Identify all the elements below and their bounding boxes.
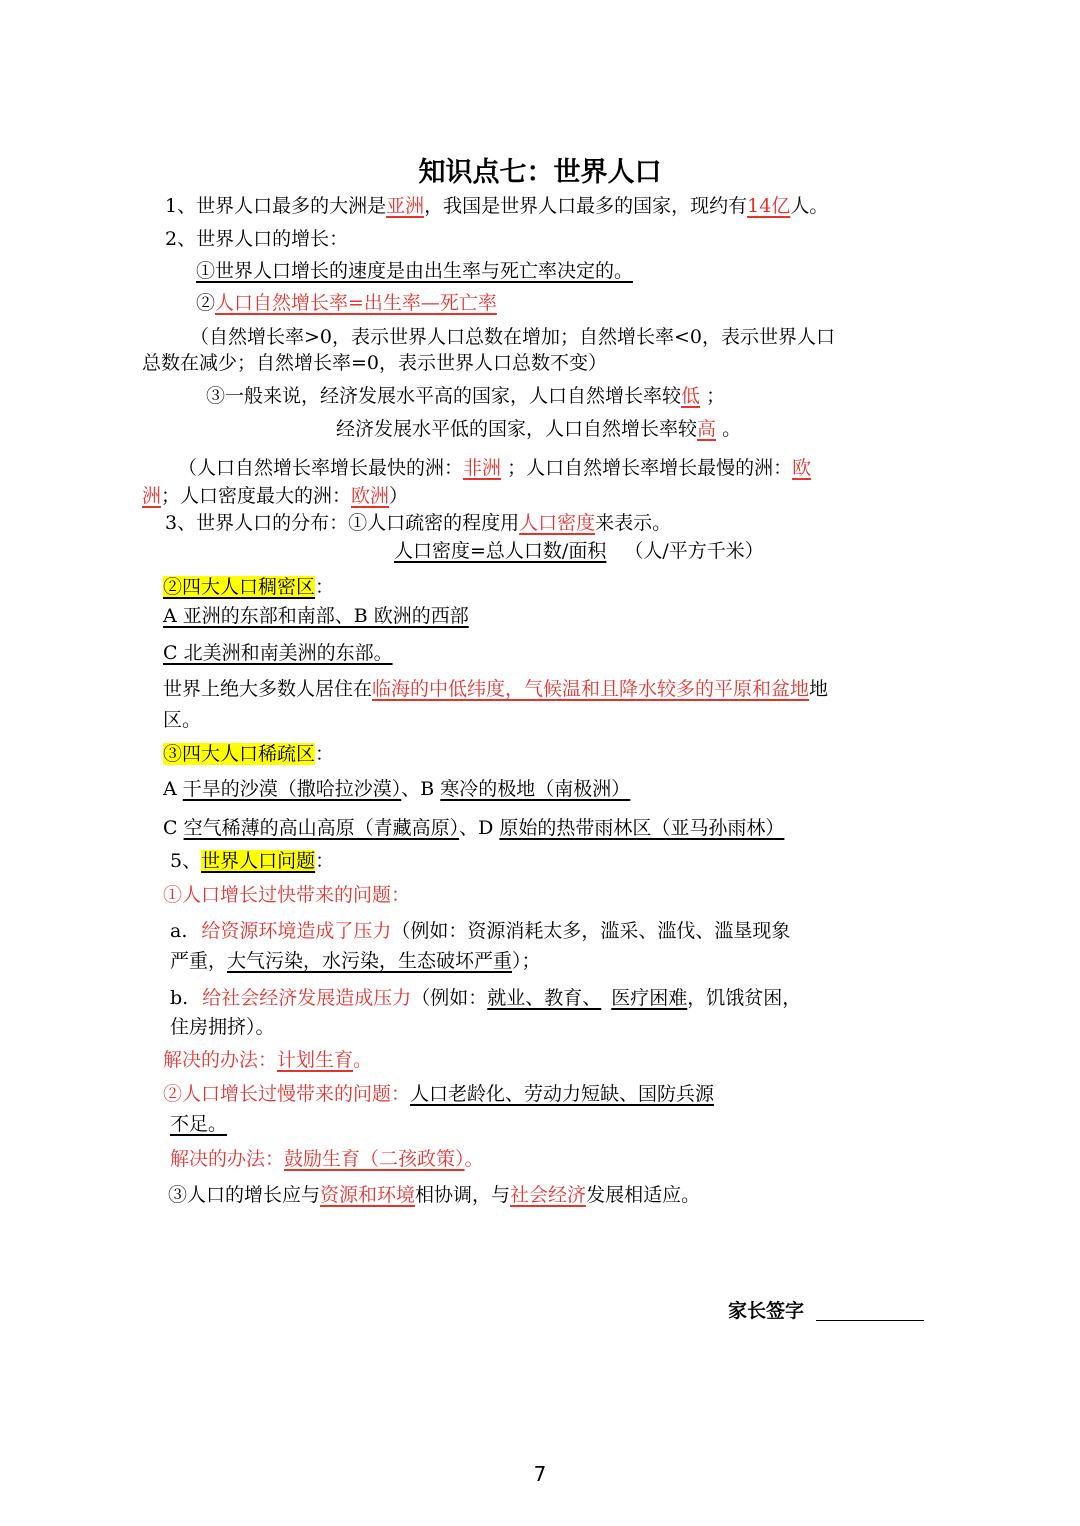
line-10: 洲；人口密度最大的洲：欧洲） [142, 485, 409, 507]
line-13: ②四大人口稠密区： [163, 576, 335, 598]
line-3: ①世界人口增长的速度是由出生率与死亡率决定的。 [196, 260, 634, 282]
line-20: C 空气稀薄的高山高原（青藏高原）、D 原始的热带雨林区（亚马孙雨林） [163, 817, 785, 839]
line-15: C 北美洲和南美洲的东部。 [163, 642, 393, 664]
line-14: A 亚洲的东部和南部、B 欧洲的西部 [163, 605, 469, 627]
line-25: b. 给社会经济发展造成压力（例如：就业、教育、 医疗困难，饥饿贫困， [170, 987, 802, 1009]
line-17: 区。 [163, 709, 202, 731]
page-number: 7 [533, 1462, 547, 1486]
line-29: 不足。 [170, 1113, 228, 1135]
line-16: 世界上绝大多数人居住在临海的中低纬度，气候温和且降水较多的平原和盆地地 [163, 678, 829, 700]
line-26: 住房拥挤）。 [170, 1016, 275, 1038]
line-27: 解决的办法：计划生育。 [163, 1049, 373, 1071]
line-2: 2、世界人口的增长： [165, 228, 349, 250]
line-18: ③四大人口稀疏区： [163, 743, 335, 765]
page-title: 知识点七：世界人口 [418, 157, 662, 188]
line-24: 严重，大气污染，水污染，生态破坏严重）； [170, 950, 541, 972]
line-19: A 干旱的沙漠（撒哈拉沙漠）、B 寒冷的极地（南极洲） [163, 778, 631, 800]
line-23: a. 给资源环境造成了压力（例如：资源消耗太多，滥采、滥伐、滥垦现象 [170, 920, 791, 942]
line-22: ①人口增长过快带来的问题： [163, 884, 411, 906]
line-4: ②人口自然增长率=出生率—死亡率 [196, 292, 497, 314]
line-8: 经济发展水平低的国家，人口自然增长率较高 。 [336, 418, 742, 440]
line-11: 3、世界人口的分布：①人口疏密的程度用人口密度来表示。 [165, 512, 672, 534]
line-21: 5、世界人口问题： [170, 850, 335, 872]
line-5: （自然增长率>0，表示世界人口总数在增加；自然增长率<0，表示世界人口 [190, 326, 836, 348]
line-9: （人口自然增长率增长最快的洲：非洲 ；人口自然增长率增长最慢的洲：欧 [178, 457, 812, 479]
line-30: 解决的办法：鼓励生育（二孩政策）。 [170, 1148, 484, 1170]
line-28: ②人口增长过慢带来的问题：人口老龄化、劳动力短缺、国防兵源 [163, 1083, 715, 1105]
line-6: 总数在减少；自然增长率=0，表示世界人口总数不变） [142, 352, 608, 374]
line-31: ③人口的增长应与资源和环境相协调，与社会经济发展相适应。 [168, 1184, 701, 1206]
line-1: 1、世界人口最多的大洲是亚洲，我国是世界人口最多的国家，现约有14亿人。 [165, 195, 829, 217]
parent-signature-label: 家长签字 [728, 1300, 805, 1322]
line-7: ③一般来说，经济发展水平高的国家，人口自然增长率较低 ； [206, 385, 726, 407]
line-12: 人口密度=总人口数/面积 （人/平方千米） [394, 540, 764, 562]
signature-line[interactable] [816, 1320, 924, 1321]
